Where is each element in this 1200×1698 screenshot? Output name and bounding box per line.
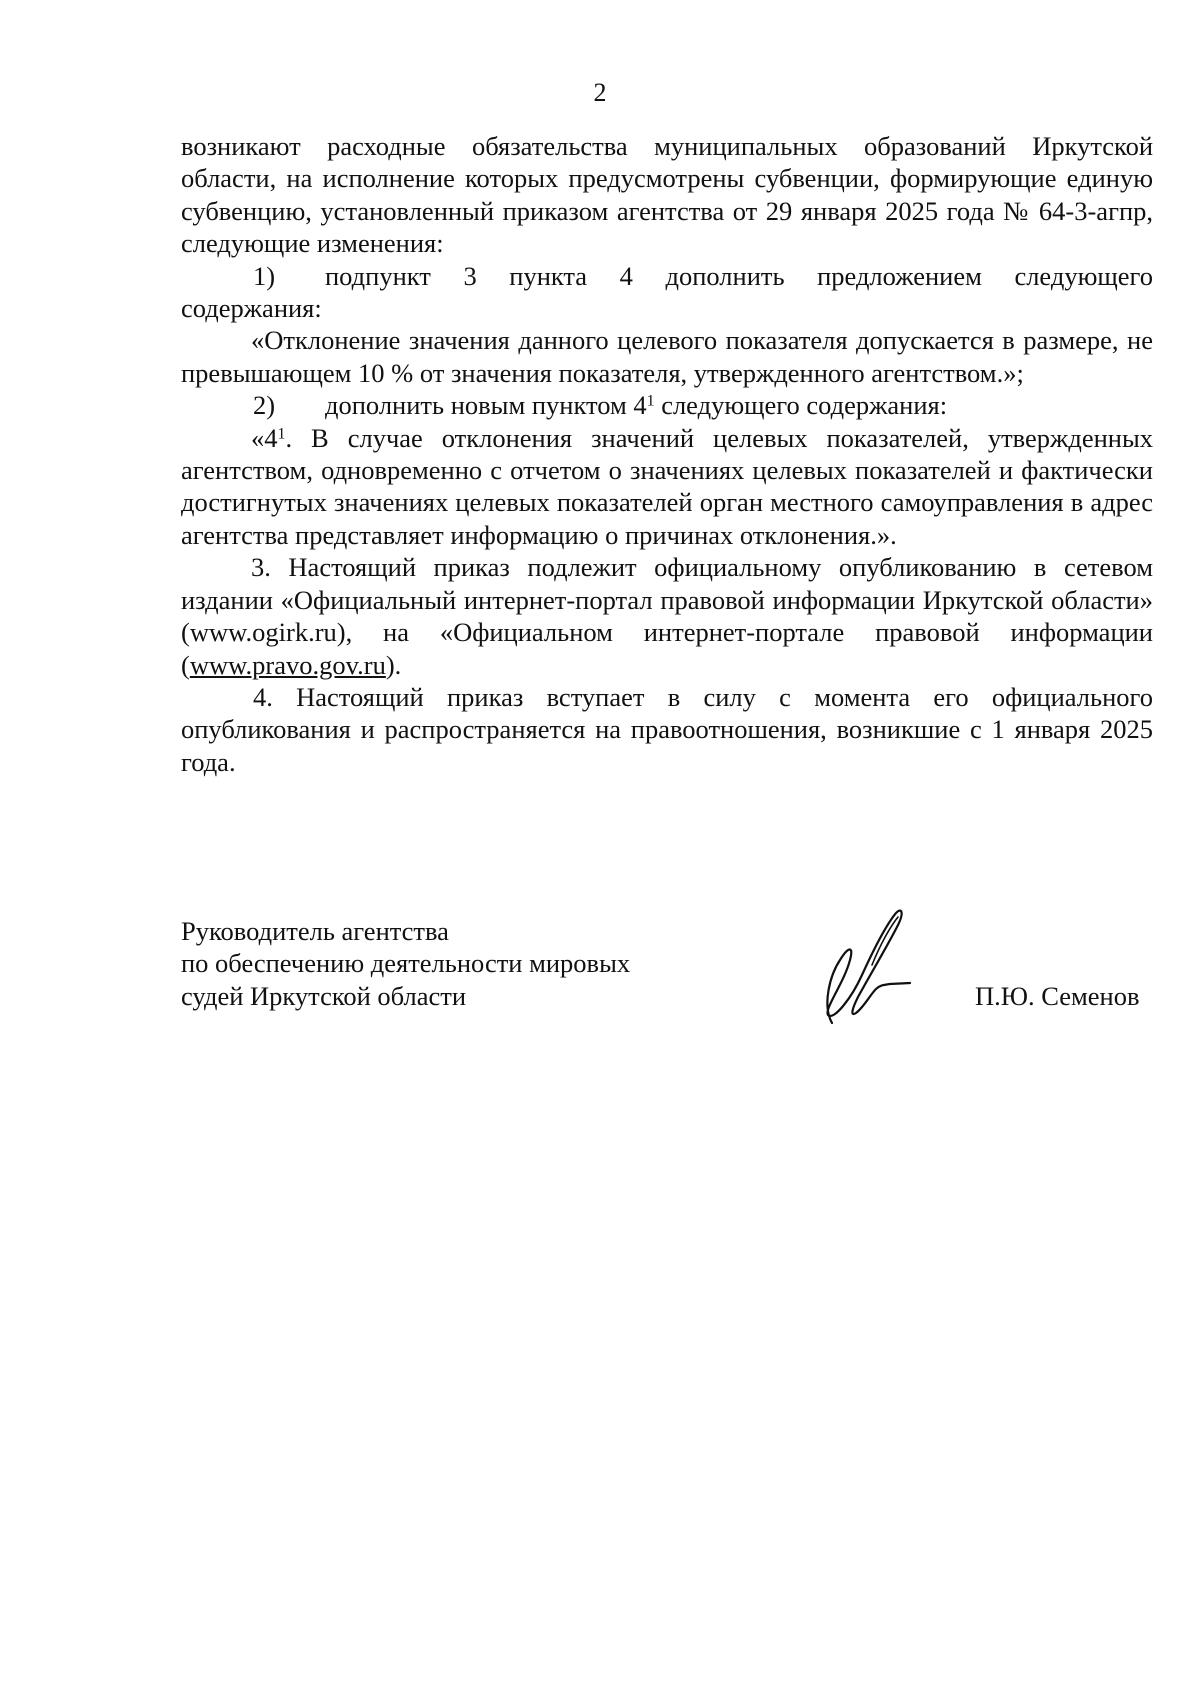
signatory-position bbox=[181, 915, 701, 1012]
position-line-1: Руководитель агентства bbox=[181, 916, 449, 946]
item-2-number: 2) bbox=[253, 390, 276, 421]
item-2-text bbox=[325, 389, 1153, 421]
item-1-text: подпункт 3 пункта 4 дополнить предложением следующего bbox=[325, 260, 1153, 291]
point-4-paragraph: 4. Настоящий приказ вступает в силу с момента его официального опубликования и распространяется на правоотношения, возникшие с 1 января 2025 года. bbox=[181, 681, 1153, 777]
point-3-text: 3. Настоящий приказ подлежит официальному опубликованию в сетевом издании «Официальный интернет-портал правовой информации Иркутской области» (www.ogirk.ru), на «Официальном интернет-портале правовой информации ( bbox=[181, 552, 1153, 680]
item-2-superscript: 1 bbox=[646, 392, 655, 410]
document-body bbox=[181, 130, 1153, 778]
item-1-continuation: содержания: bbox=[181, 293, 322, 324]
item-1-row bbox=[181, 260, 1153, 292]
item-1-quote: «Отклонение значения данного целевого показателя допускается в размере, не превышающем 10 % от значения показателя, утвержденного агентством.»; bbox=[181, 325, 1153, 388]
position-line-2: по обеспечению деятельности мировых bbox=[181, 948, 631, 979]
item-2-quote-prefix: «4 bbox=[251, 422, 278, 453]
point-3-paragraph bbox=[181, 551, 1153, 681]
item-2-quote-body: . В случае отклонения значений целевых показателей, утвержденных агентством, одновременно с отчетом о значениях целевых показателей и фактически достигнутых значениях целевых показателей орган местного самоуправления в адрес агентства представляет информацию о причинах отклонения.». bbox=[181, 422, 1153, 550]
item-2-text-after: следующего содержания: bbox=[654, 390, 948, 421]
point-3-end: ). bbox=[385, 649, 402, 680]
item-2-quote bbox=[181, 422, 1153, 552]
page-number: 2 bbox=[593, 78, 607, 107]
item-1-number: 1) bbox=[253, 260, 276, 291]
item-2-text-before: дополнить новым пунктом 4 bbox=[325, 390, 647, 421]
signer-name: П.Ю. Семенов bbox=[975, 981, 1140, 1011]
pravo-link[interactable]: www.pravo.gov.ru bbox=[189, 649, 386, 680]
position-line-3: судей Иркутской области bbox=[181, 980, 467, 1011]
intro-paragraph: возникают расходные обязательства муниципальных образований Иркутской области, на исполнение которых предусмотрены субвенции, формирующие единую субвенцию, установленный приказом агентства от 29 января 2025 года № 64-3-агпр, следующие изменения: bbox=[181, 131, 1153, 259]
item-2-row bbox=[181, 389, 1153, 421]
item-2-quote-superscript: 1 bbox=[277, 424, 286, 442]
handwritten-signature bbox=[810, 905, 920, 1030]
